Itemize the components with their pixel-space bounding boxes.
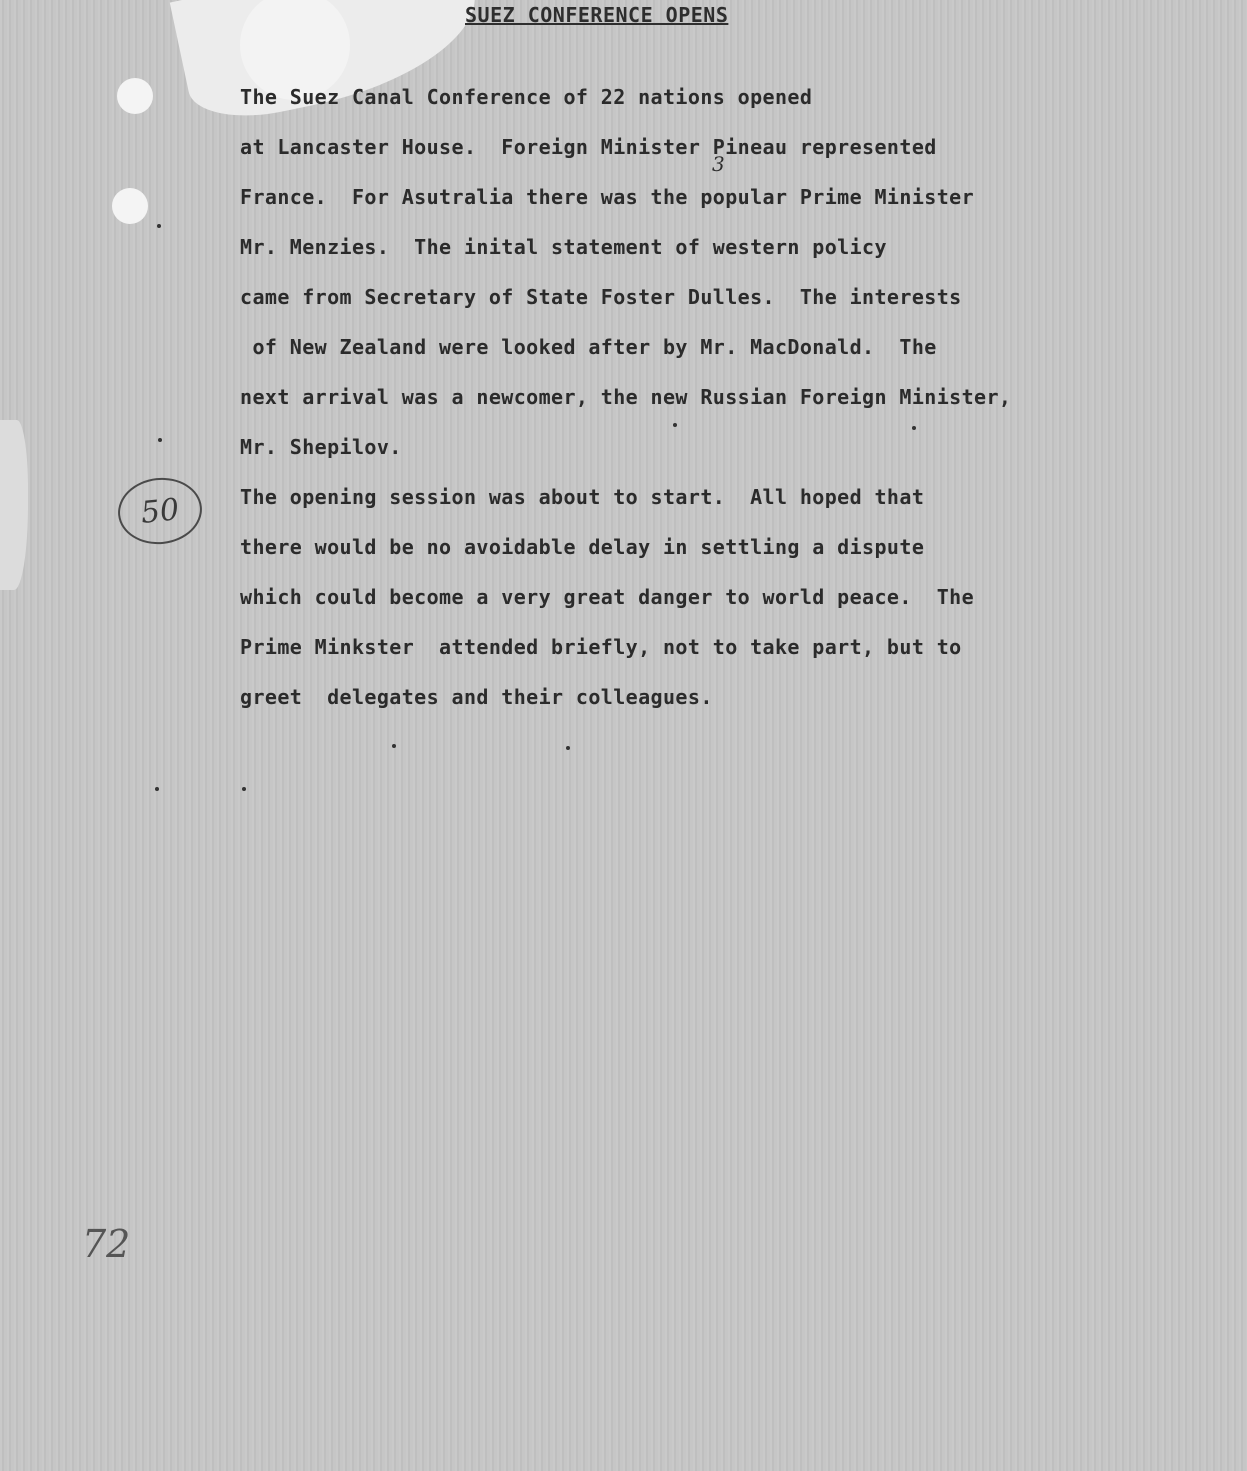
body-line: Mr. Menzies. The inital statement of western policy — [240, 235, 887, 259]
body-line: came from Secretary of State Foster Dulles. The interests — [240, 285, 962, 309]
body-line: The Suez Canal Conference of 22 nations opened — [240, 85, 813, 109]
document-body — [240, 72, 1011, 722]
body-line: Prime Minkster attended briefly, not to take part, but to — [240, 635, 962, 659]
body-line: which could become a very great danger to world peace. The — [240, 585, 975, 609]
body-line: next arrival was a newcomer, the new Russian Foreign Minister, — [240, 385, 1012, 409]
handwritten-insertion: 3 — [712, 152, 725, 176]
body-line: France. For Asutralia there was the popular Prime Minister — [240, 185, 975, 209]
ink-speck — [566, 746, 570, 750]
handwritten-page-number: 72 — [82, 1222, 131, 1266]
ink-speck — [673, 423, 677, 427]
ink-speck — [912, 426, 916, 430]
punch-hole — [112, 188, 148, 224]
ink-speck — [157, 224, 161, 228]
body-line: The opening session was about to start. All hoped that — [240, 485, 925, 509]
body-line: there would be no avoidable delay in settling a dispute — [240, 535, 925, 559]
ink-speck — [242, 787, 246, 791]
paper-edge-scrap — [0, 420, 28, 590]
body-line: of New Zealand were looked after by Mr. MacDonald. The — [240, 335, 937, 359]
document-title: SUEZ CONFERENCE OPENS — [465, 3, 729, 27]
ink-speck — [158, 438, 162, 442]
punch-hole — [117, 78, 153, 114]
ink-speck — [155, 787, 159, 791]
body-line: greet delegates and their colleagues. — [240, 685, 713, 709]
circled-page-marker: 50 — [115, 474, 205, 548]
ink-speck — [392, 744, 396, 748]
body-line: at Lancaster House. Foreign Minister Pineau represented — [240, 135, 937, 159]
body-line: Mr. Shepilov. — [240, 435, 402, 459]
